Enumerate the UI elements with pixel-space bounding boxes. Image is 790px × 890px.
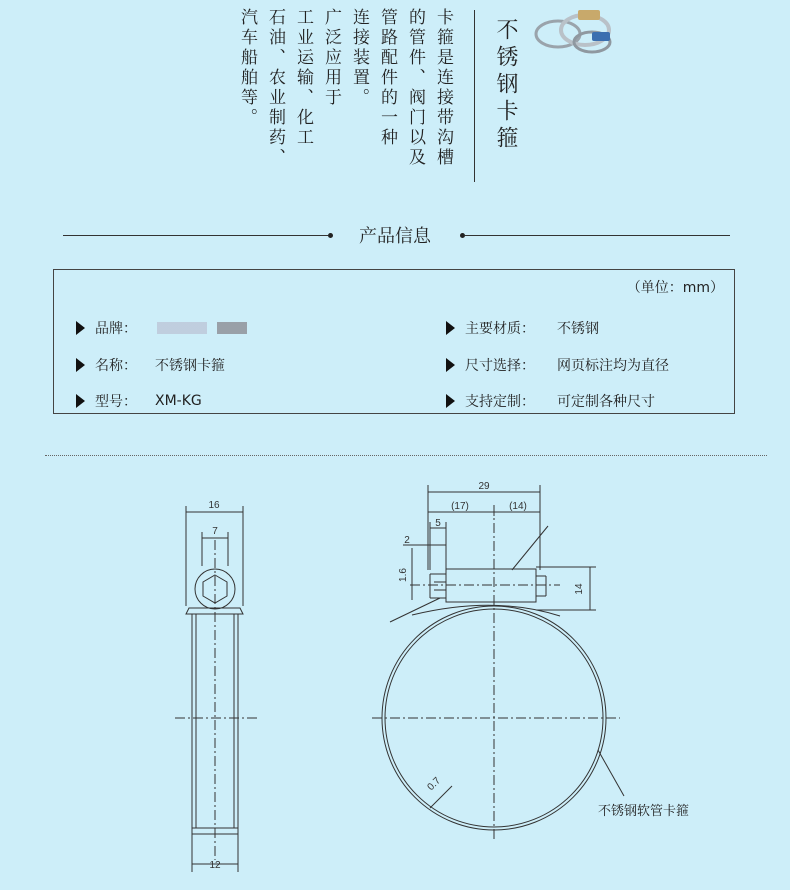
- info-label: 品牌：: [95, 321, 137, 337]
- dim-label: 7: [212, 526, 218, 537]
- intro-text-col-1: 卡箍是连接带沟槽: [433, 8, 453, 168]
- info-value: XM-KG: [155, 393, 202, 409]
- info-value: 可定制各种尺寸: [557, 394, 655, 410]
- dim-label: 1.6: [398, 568, 409, 582]
- intro-text-col-8: 汽车船舶等。: [237, 8, 257, 128]
- intro-text-col-2: 的管件、阀门以及: [405, 8, 425, 168]
- unit-label: （单位：mm）: [626, 280, 724, 296]
- dim-label: 0.7: [425, 775, 444, 794]
- intro-text-col-7: 石油、农业制药、: [265, 8, 285, 168]
- product-title: 不锈钢卡箍: [493, 18, 518, 153]
- dim-label: (17): [451, 501, 469, 512]
- dim-label: 16: [208, 500, 220, 511]
- dim-label: 5: [435, 518, 441, 529]
- dim-label: (14): [509, 501, 527, 512]
- intro-text-col-3: 管路配件的一种: [377, 8, 397, 148]
- info-value: 网页标注均为直径: [557, 358, 669, 374]
- info-label: 支持定制：: [465, 394, 535, 410]
- info-value: 不锈钢: [557, 321, 599, 337]
- intro-text-col-5: 广泛应用于: [321, 8, 341, 108]
- info-label: 型号：: [95, 394, 137, 410]
- info-label: 主要材质：: [465, 321, 535, 337]
- section-title: 产品信息: [359, 226, 431, 247]
- intro-text-col-4: 连接装置。: [349, 8, 369, 108]
- dim-label: 12: [209, 860, 221, 871]
- info-value: 不锈钢卡箍: [155, 358, 225, 374]
- hose-clamp-callout: 不锈钢软管卡箍: [598, 804, 690, 819]
- info-label: 名称：: [95, 358, 137, 374]
- dim-label: 2: [404, 535, 410, 546]
- intro-text-col-6: 工业运输、化工: [293, 8, 313, 148]
- dim-label: 29: [478, 481, 490, 492]
- info-label: 尺寸选择：: [465, 358, 535, 374]
- dim-label: 14: [574, 583, 585, 595]
